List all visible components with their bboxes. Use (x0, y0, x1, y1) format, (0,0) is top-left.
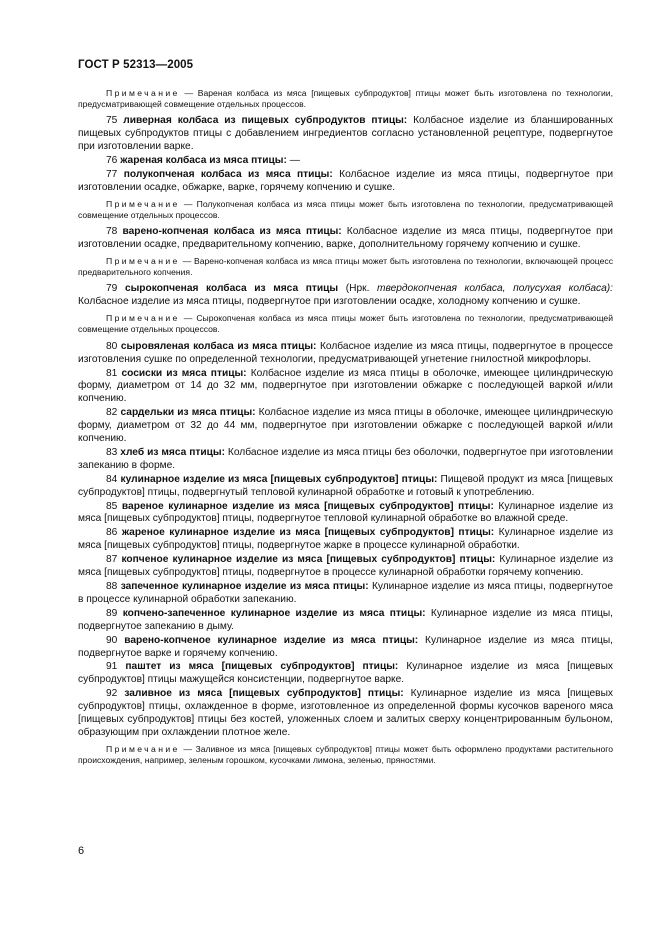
entry-number: 77 (106, 169, 118, 181)
entry-number: 81 (106, 367, 118, 379)
entry-definition: Кулинарное изделие из мяса птицы, подвергнутое запеканию в дыму. (78, 607, 614, 632)
entry-number: 84 (106, 473, 118, 485)
term-entry (78, 661, 613, 687)
entry-term: жареное кулинарное изделие из мяса [пищевых субпродуктов] птицы: (121, 527, 495, 539)
note-text: Сырокопченая колбаса из мяса птицы может быть изготовлена по технологии, предусматривающей совмещение отдельных процессов. (78, 313, 613, 335)
entry-number: 85 (106, 500, 118, 512)
note (78, 744, 613, 766)
entry-definition: Колбасное изделие из бланшированных пищевых субпродуктов птицы с добавлением ингредиентов согласно установленной рецептуре, подвергнутое при изготовлении варке. (78, 115, 613, 153)
note-label: Примечание (106, 256, 180, 267)
entry-term: варено-копченое кулинарное изделие из мяса птицы: (124, 634, 419, 646)
term-entry (78, 155, 613, 168)
entry-term: копченое кулинарное изделие из мяса [пищевых субпродуктов] птицы: (121, 554, 496, 566)
entry-term: копчено-запеченное кулинарное изделие из мяса птицы: (122, 607, 426, 619)
entry-term: сардельки из мяса птицы: (120, 407, 256, 419)
note-text: Полукопченая колбаса из мяса птицы может быть изготовлена по технологии, предусматривающей совмещение отдельных процессов. (78, 198, 613, 221)
term-entry (78, 688, 613, 740)
entry-definition: Кулинарное изделие из мяса [пищевых субпродуктов] птицы мажущейся консистенции, подвергнутое варке. (78, 661, 613, 686)
entry-definition: Пищевой продукт из мяса [пищевых субпродуктов] птицы, подвергнутый тепловой кулинарной обработке и готовый к употреблению. (78, 473, 613, 498)
term-entry (78, 501, 613, 527)
entry-term: хлеб из мяса птицы: (120, 446, 225, 458)
term-entry (78, 407, 613, 446)
entry-number: 76 (106, 155, 118, 167)
entry-definition: Кулинарное изделие из мяса птицы, подвергнутое в процессе кулинарной обработки запеканию. (78, 581, 614, 605)
entry-definition: Колбасное изделие из мяса птицы, подвергнутое при изготовлении осадке, холодному копчению и сушке. (78, 296, 581, 308)
term-entry (78, 581, 613, 607)
term-entry (78, 474, 613, 500)
entry-number: 79 (106, 283, 118, 295)
entry-definition: — (286, 155, 300, 167)
note (78, 88, 613, 110)
entry-number: 92 (106, 688, 118, 700)
entry-alt-terms: твердокопченая колбаса, полусухая колбаса): (377, 283, 613, 295)
entry-term: варено-копченая колбаса из мяса птицы: (122, 226, 342, 238)
term-entry (78, 527, 613, 553)
entry-number: 90 (106, 634, 118, 646)
entry-definition: Колбасное изделие из мяса птицы без оболочки, подвергнутое при изготовлении запеканию в форме. (78, 446, 614, 471)
note (78, 199, 613, 221)
entry-number: 83 (106, 446, 118, 458)
note-dash: — (179, 198, 197, 209)
entry-number: 80 (106, 340, 118, 352)
entry-definition: Кулинарное изделие из мяса птицы, подвергнутое варке и горячему копчению. (78, 634, 613, 659)
entry-definition: Колбасное изделие из мяса птицы в оболочке, имеющее цилиндрическую форму, диаметром от 14 до 32 мм, подвергнутое при изготовлении обжарке с последующей варкой и/или копчению. (78, 367, 613, 405)
note-dash: — (179, 743, 196, 754)
note (78, 256, 613, 278)
entry-definition: Кулинарное изделие из мяса [пищевых субпродуктов] птицы, подвергнутое в процессе кулинарной обработки горячему копчению. (78, 554, 614, 579)
entry-pre: (Нрк. (338, 283, 377, 295)
entry-number: 88 (106, 581, 118, 592)
entry-term: жареная колбаса из мяса птицы: (120, 155, 287, 167)
term-entry (78, 608, 613, 634)
entry-term: вареное кулинарное изделие из мяса [пищевых субпродуктов] птицы: (121, 500, 494, 512)
entry-definition: Колбасное изделие из мяса птицы, подвергнутое в процессе изготовления сушке по определенной технологии, предусматривающей угнетение гнилостной микрофлоры. (78, 340, 613, 365)
term-entry (78, 447, 613, 473)
entry-definition: Колбасное изделие из мяса птицы, подвергнутое при изготовлении осадке, обжарке, варке, горячему копчению и сушке. (78, 169, 614, 193)
document-body (78, 84, 613, 771)
entry-definition: Кулинарное изделие из мяса [пищевых субпродуктов] птицы, охлажденное в форме, изготовленное из определенной формы кусочков вареного мяса [пищевых субпродуктов] птицы без костей, уложенных слоем и залитых сверху концентрированным бульоном, образующим при охлаждении плотное желе. (78, 688, 613, 738)
note-dash: — (179, 256, 195, 267)
entry-definition: Колбасное изделие из мяса птицы, подвергнутое при изготовлении осадке, предварительному копчению, варке, дополнительному горячему копчению и сушке. (78, 226, 613, 251)
entry-number: 75 (106, 115, 118, 127)
entry-term: сыровяленая колбаса из мяса птицы: (120, 340, 317, 352)
entry-term: сосиски из мяса птицы: (121, 367, 247, 379)
term-entry (78, 368, 613, 407)
note-dash: — (179, 88, 198, 98)
note (78, 313, 613, 335)
term-entry (78, 283, 613, 309)
note-dash: — (179, 313, 197, 324)
term-entry (78, 226, 613, 252)
entry-definition: Кулинарное изделие из мяса [пищевых субпродуктов] птицы, подвергнутое тепловой кулинарной обработке во влажной среде. (78, 500, 613, 525)
term-entry (78, 341, 613, 367)
entry-term: заливное из мяса [пищевых субпродуктов] птицы: (124, 688, 404, 700)
entry-term: запеченное кулинарное изделие из мяса птицы: (120, 581, 369, 592)
entry-term: ливерная колбаса из пищевых субпродуктов птицы: (123, 115, 408, 127)
note-text: Варено-копченая колбаса из мяса птицы может быть изготовлена по технологии, включающей процесс предварительного копчения. (78, 256, 613, 278)
entry-term: кулинарное изделие из мяса [пищевых субпродуктов] птицы: (120, 473, 438, 485)
term-entry (78, 635, 613, 661)
page-number: 6 (78, 845, 85, 857)
note-label: Примечание (106, 313, 180, 324)
note-label: Примечание (106, 88, 180, 98)
entry-number: 82 (106, 407, 118, 419)
note-label: Примечание (106, 743, 180, 754)
entry-term: полукопченая колбаса из мяса птицы: (123, 169, 333, 181)
entry-number: 87 (106, 554, 118, 566)
term-entry (78, 115, 613, 154)
note-text: Заливное из мяса [пищевых субпродуктов] птицы может быть оформлено продуктами растительного происхождения, например, зеленым горошком, кусочками лимона, зеленью, пряностями. (78, 743, 613, 766)
entry-number: 91 (106, 661, 118, 673)
entry-number: 86 (106, 527, 118, 539)
term-entry (78, 554, 613, 580)
entry-definition: Кулинарное изделие из мяса [пищевых субпродуктов] птицы, подвергнутое жарке в процессе кулинарной обработки. (78, 527, 613, 552)
entry-number: 78 (106, 226, 118, 238)
document-header: ГОСТ Р 52313—2005 (78, 59, 194, 71)
entry-number: 89 (106, 607, 118, 619)
entry-term: сырокопченая колбаса из мяса птицы (124, 283, 339, 295)
entry-term: паштет из мяса [пищевых субпродуктов] птицы: (125, 661, 399, 673)
note-text: Вареная колбаса из мяса [пищевых субпродуктов] птицы может быть изготовлена по технологии, предусматривающей совмещение отдельных процессов. (78, 88, 613, 110)
term-entry (78, 169, 613, 195)
note-label: Примечание (106, 198, 180, 209)
entry-definition: Колбасное изделие из мяса птицы в оболочке, имеющее цилиндрическую форму, диаметром от 32 до 44 мм, подвергнутое при изготовлении обжарке с последующей варкой и/или копчению. (78, 407, 613, 445)
